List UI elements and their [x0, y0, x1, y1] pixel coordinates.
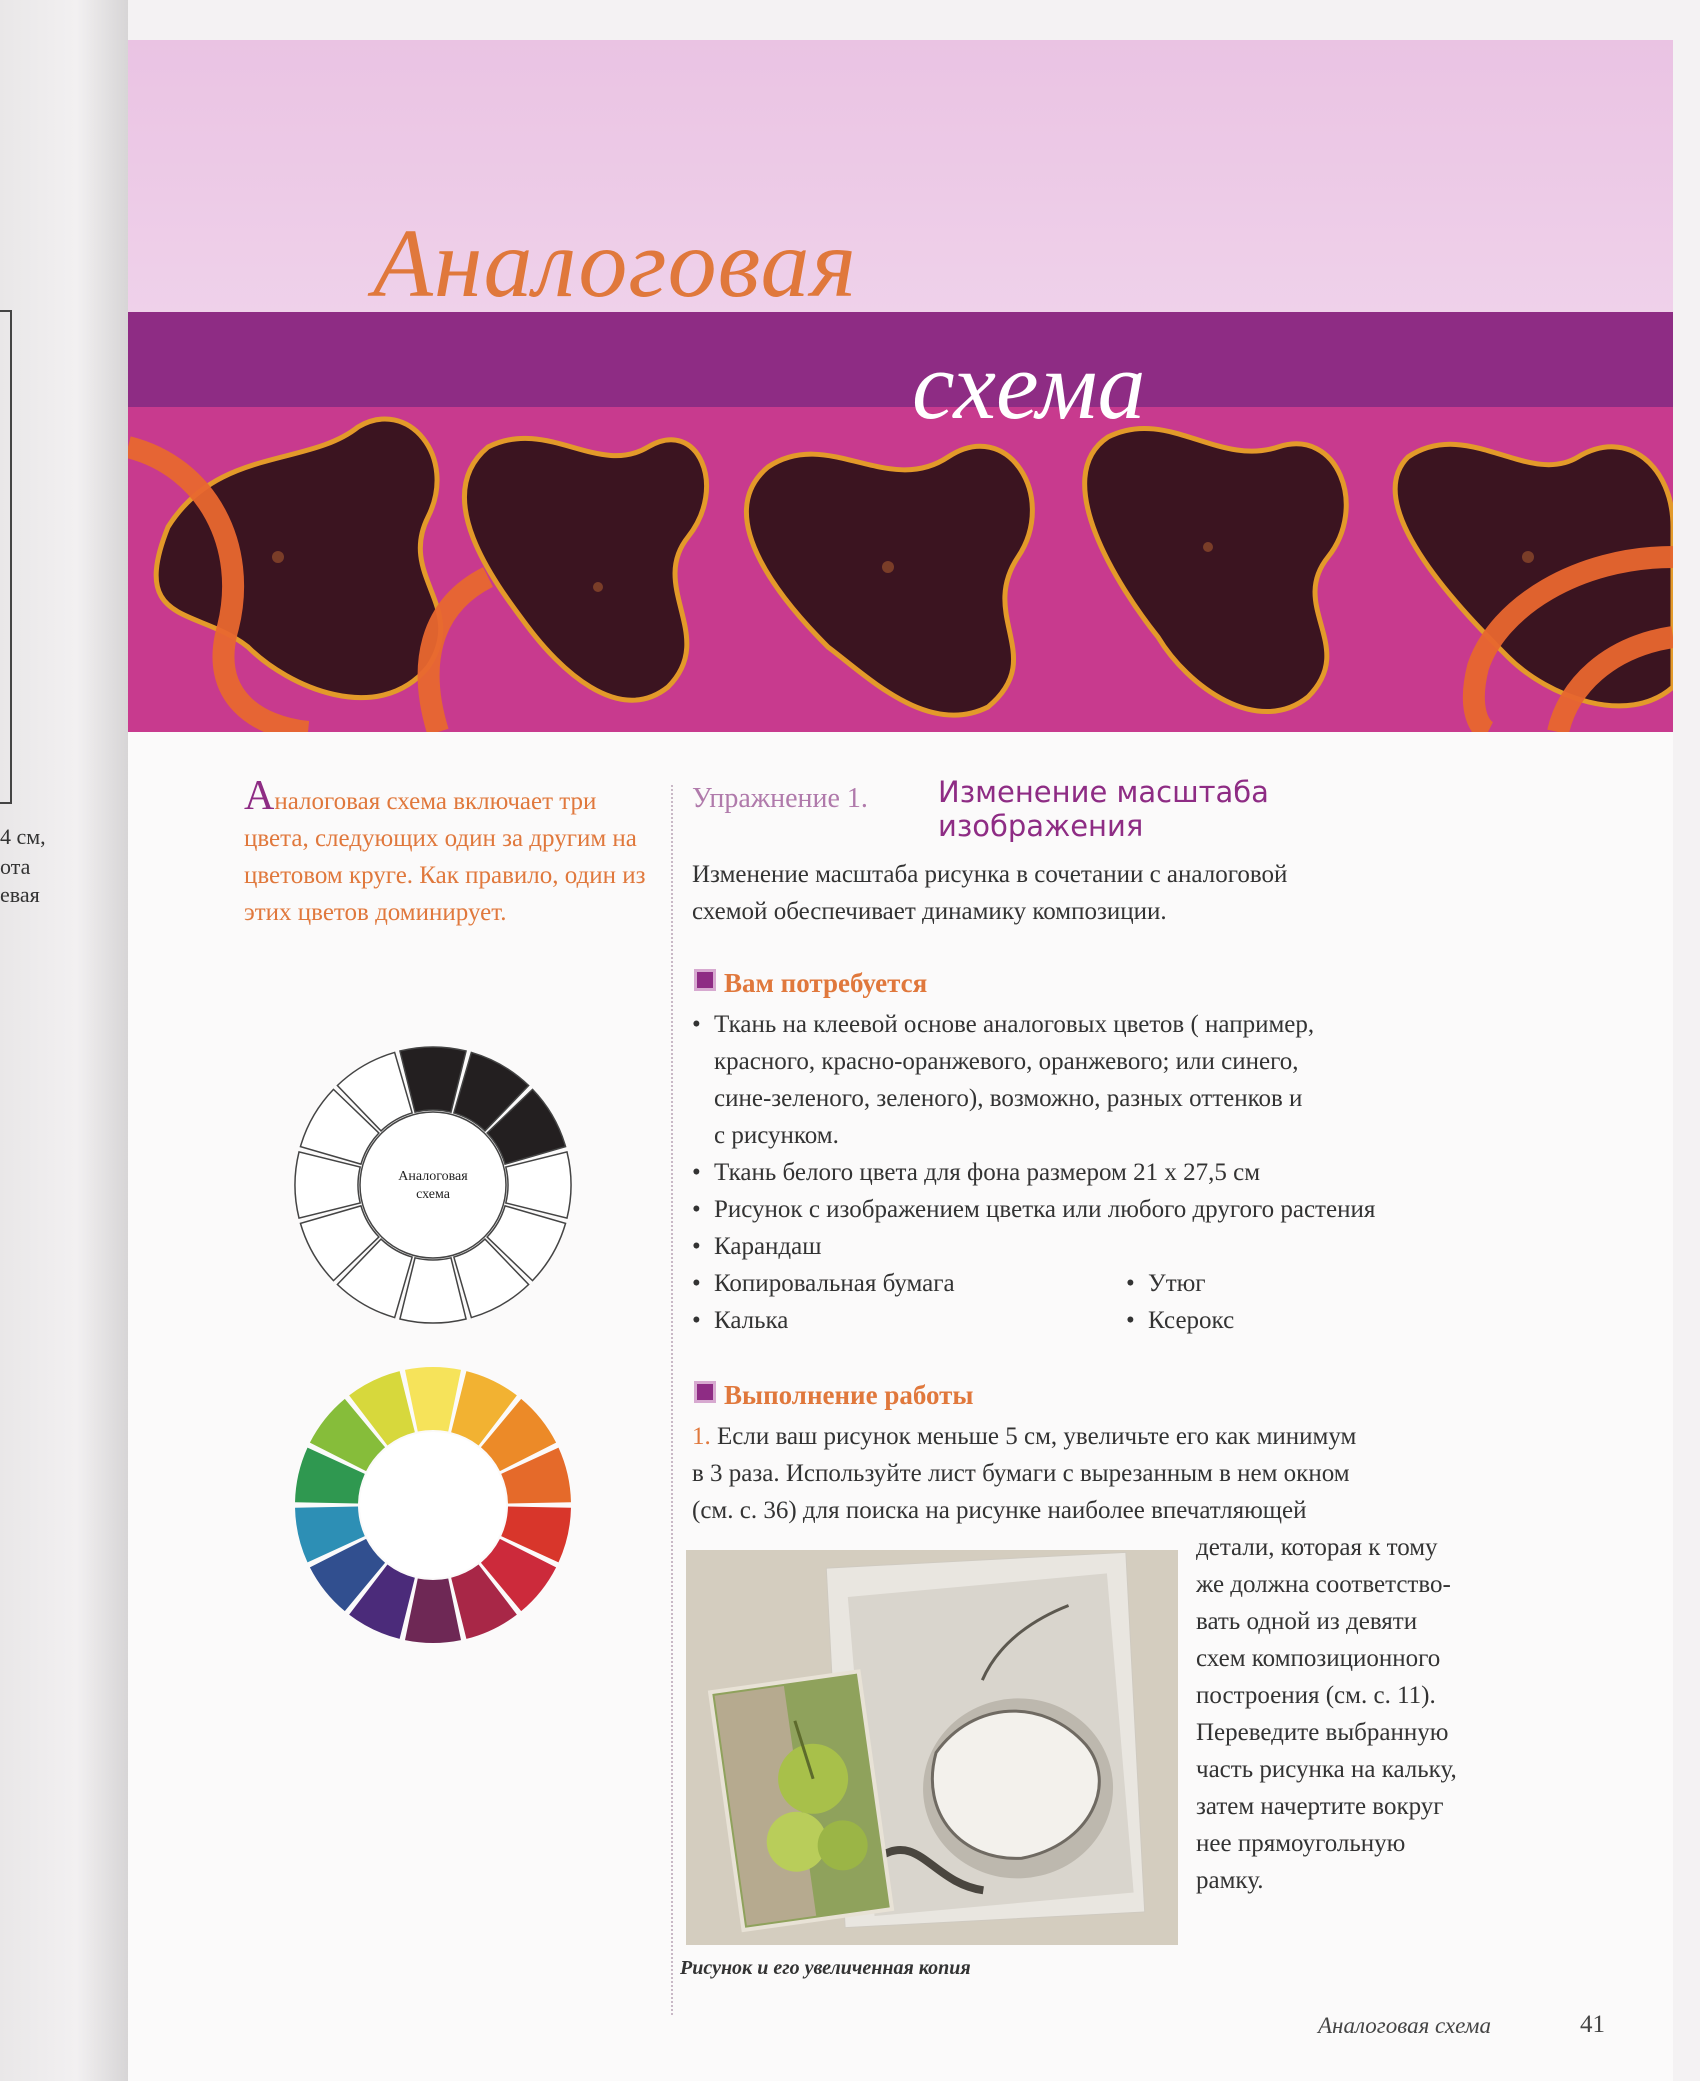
page-title-line1: Аналоговая — [373, 210, 858, 318]
list-item — [692, 1006, 1512, 1154]
step-text: Если ваш рисунок меньше 5 см, увеличьте его как минимум — [717, 1423, 1357, 1450]
intro-text: налоговая схема включает три цвета, следующих один за другим на цветовом круге. Как правило, один из этих цветов доминирует. — [244, 788, 646, 926]
exercise-intro-line1: Изменение масштаба рисунка в сочетании с аналоговой — [692, 861, 1288, 888]
list-item: • Ткань белого цвета для фона размером 21 х 27,5 см — [692, 1154, 1512, 1191]
step-line: нее прямоугольную — [1196, 1830, 1406, 1857]
column-divider — [671, 785, 673, 2015]
materials-list — [692, 1006, 1512, 1265]
step-line: рамку. — [1196, 1867, 1264, 1894]
page-number: 41 — [1580, 2011, 1605, 2038]
exercise-label: Упражнение 1. — [692, 783, 868, 814]
step-line: построения (см. с. 11). — [1196, 1682, 1436, 1709]
header-banner — [128, 40, 1673, 312]
illustration-photo — [686, 1550, 1178, 1945]
list-item-line: сине-зеленого, зеленого), возможно, разных оттенков и — [714, 1085, 1303, 1112]
list-item-line: • Ткань на клеевой основе аналоговых цветов ( например, — [714, 1011, 1315, 1038]
heading-square-icon — [694, 1381, 716, 1403]
materials-list-col1 — [692, 1265, 955, 1339]
list-item: • Копировальная бумага — [692, 1265, 955, 1302]
left-page-fragment: ота — [0, 854, 31, 879]
heading-square-icon — [694, 969, 716, 991]
left-page-edge — [0, 0, 128, 2081]
list-item: • Карандаш — [692, 1228, 1512, 1265]
left-page-fragment: евая — [0, 882, 40, 907]
header-band — [128, 312, 1673, 407]
exercise-intro — [692, 856, 1287, 930]
header-texture-image — [128, 407, 1673, 732]
wheel-segment — [400, 1258, 466, 1323]
materials-heading — [694, 968, 927, 999]
wheel-segment — [506, 1152, 571, 1218]
exercise-intro-line2: схемой обеспечивает динамику композиции. — [692, 898, 1167, 925]
list-item-line: с рисунком. — [714, 1122, 839, 1149]
wheel-label-line1: Аналоговая — [398, 1169, 468, 1184]
wheel-segment — [400, 1047, 466, 1112]
step-line — [692, 1418, 1512, 1455]
procedure-step-1 — [692, 1418, 1512, 1529]
color-wheel — [288, 1360, 578, 1650]
analog-scheme-wheel — [288, 1040, 578, 1330]
exercise-title-line2: изображения — [938, 809, 1144, 843]
list-item: • Утюг — [1126, 1265, 1234, 1302]
color-wheel-center — [360, 1432, 506, 1578]
wheel-segment — [295, 1152, 360, 1218]
step-line: затем начертите вокруг — [1196, 1793, 1444, 1820]
procedure-heading-text: Выполнение работы — [724, 1380, 974, 1410]
step-line: же должна соответство- — [1196, 1571, 1451, 1598]
color-wheel-segment — [405, 1367, 461, 1432]
left-page-fragment: 4 см, — [0, 824, 46, 849]
list-item: • Рисунок с изображением цветка или любого другого растения — [692, 1191, 1512, 1228]
color-wheel-segment — [405, 1578, 461, 1643]
step-line: часть рисунка на кальку, — [1196, 1756, 1457, 1783]
procedure-wrap-text — [1196, 1529, 1536, 1899]
wheel-center — [360, 1112, 506, 1258]
exercise-title-line1: Изменение масштаба — [938, 775, 1269, 809]
running-title: Аналоговая схема — [1318, 2013, 1491, 2038]
step-line: вать одной из девяти — [1196, 1608, 1418, 1635]
photo-caption: Рисунок и его увеличенная копия — [680, 1957, 971, 1979]
exercise-title — [938, 775, 1358, 843]
list-item: • Ксерокс — [1126, 1302, 1234, 1339]
dropcap: А — [244, 773, 275, 819]
list-item: • Калька — [692, 1302, 955, 1339]
step-number: 1. — [692, 1423, 711, 1450]
materials-heading-text: Вам потребуется — [724, 968, 928, 998]
step-line: в 3 раза. Используйте лист бумаги с вырезанным в нем окном — [692, 1460, 1350, 1487]
page-title-line2: схема — [912, 332, 1146, 439]
intro-paragraph — [244, 773, 654, 931]
materials-list-col2 — [1126, 1265, 1234, 1339]
step-line: Переведите выбранную — [1196, 1719, 1449, 1746]
left-page-image-edge — [0, 310, 12, 804]
step-line: схем композиционного — [1196, 1645, 1441, 1672]
step-line: (см. с. 36) для поиска на рисунке наиболее впечатляющей — [692, 1497, 1307, 1524]
step-line: детали, которая к тому — [1196, 1534, 1438, 1561]
procedure-heading — [694, 1380, 973, 1411]
wheel-label-line2: схема — [416, 1187, 450, 1202]
list-item-line: красного, красно-оранжевого, оранжевого; или синего, — [714, 1048, 1299, 1075]
book-page — [128, 40, 1673, 2081]
